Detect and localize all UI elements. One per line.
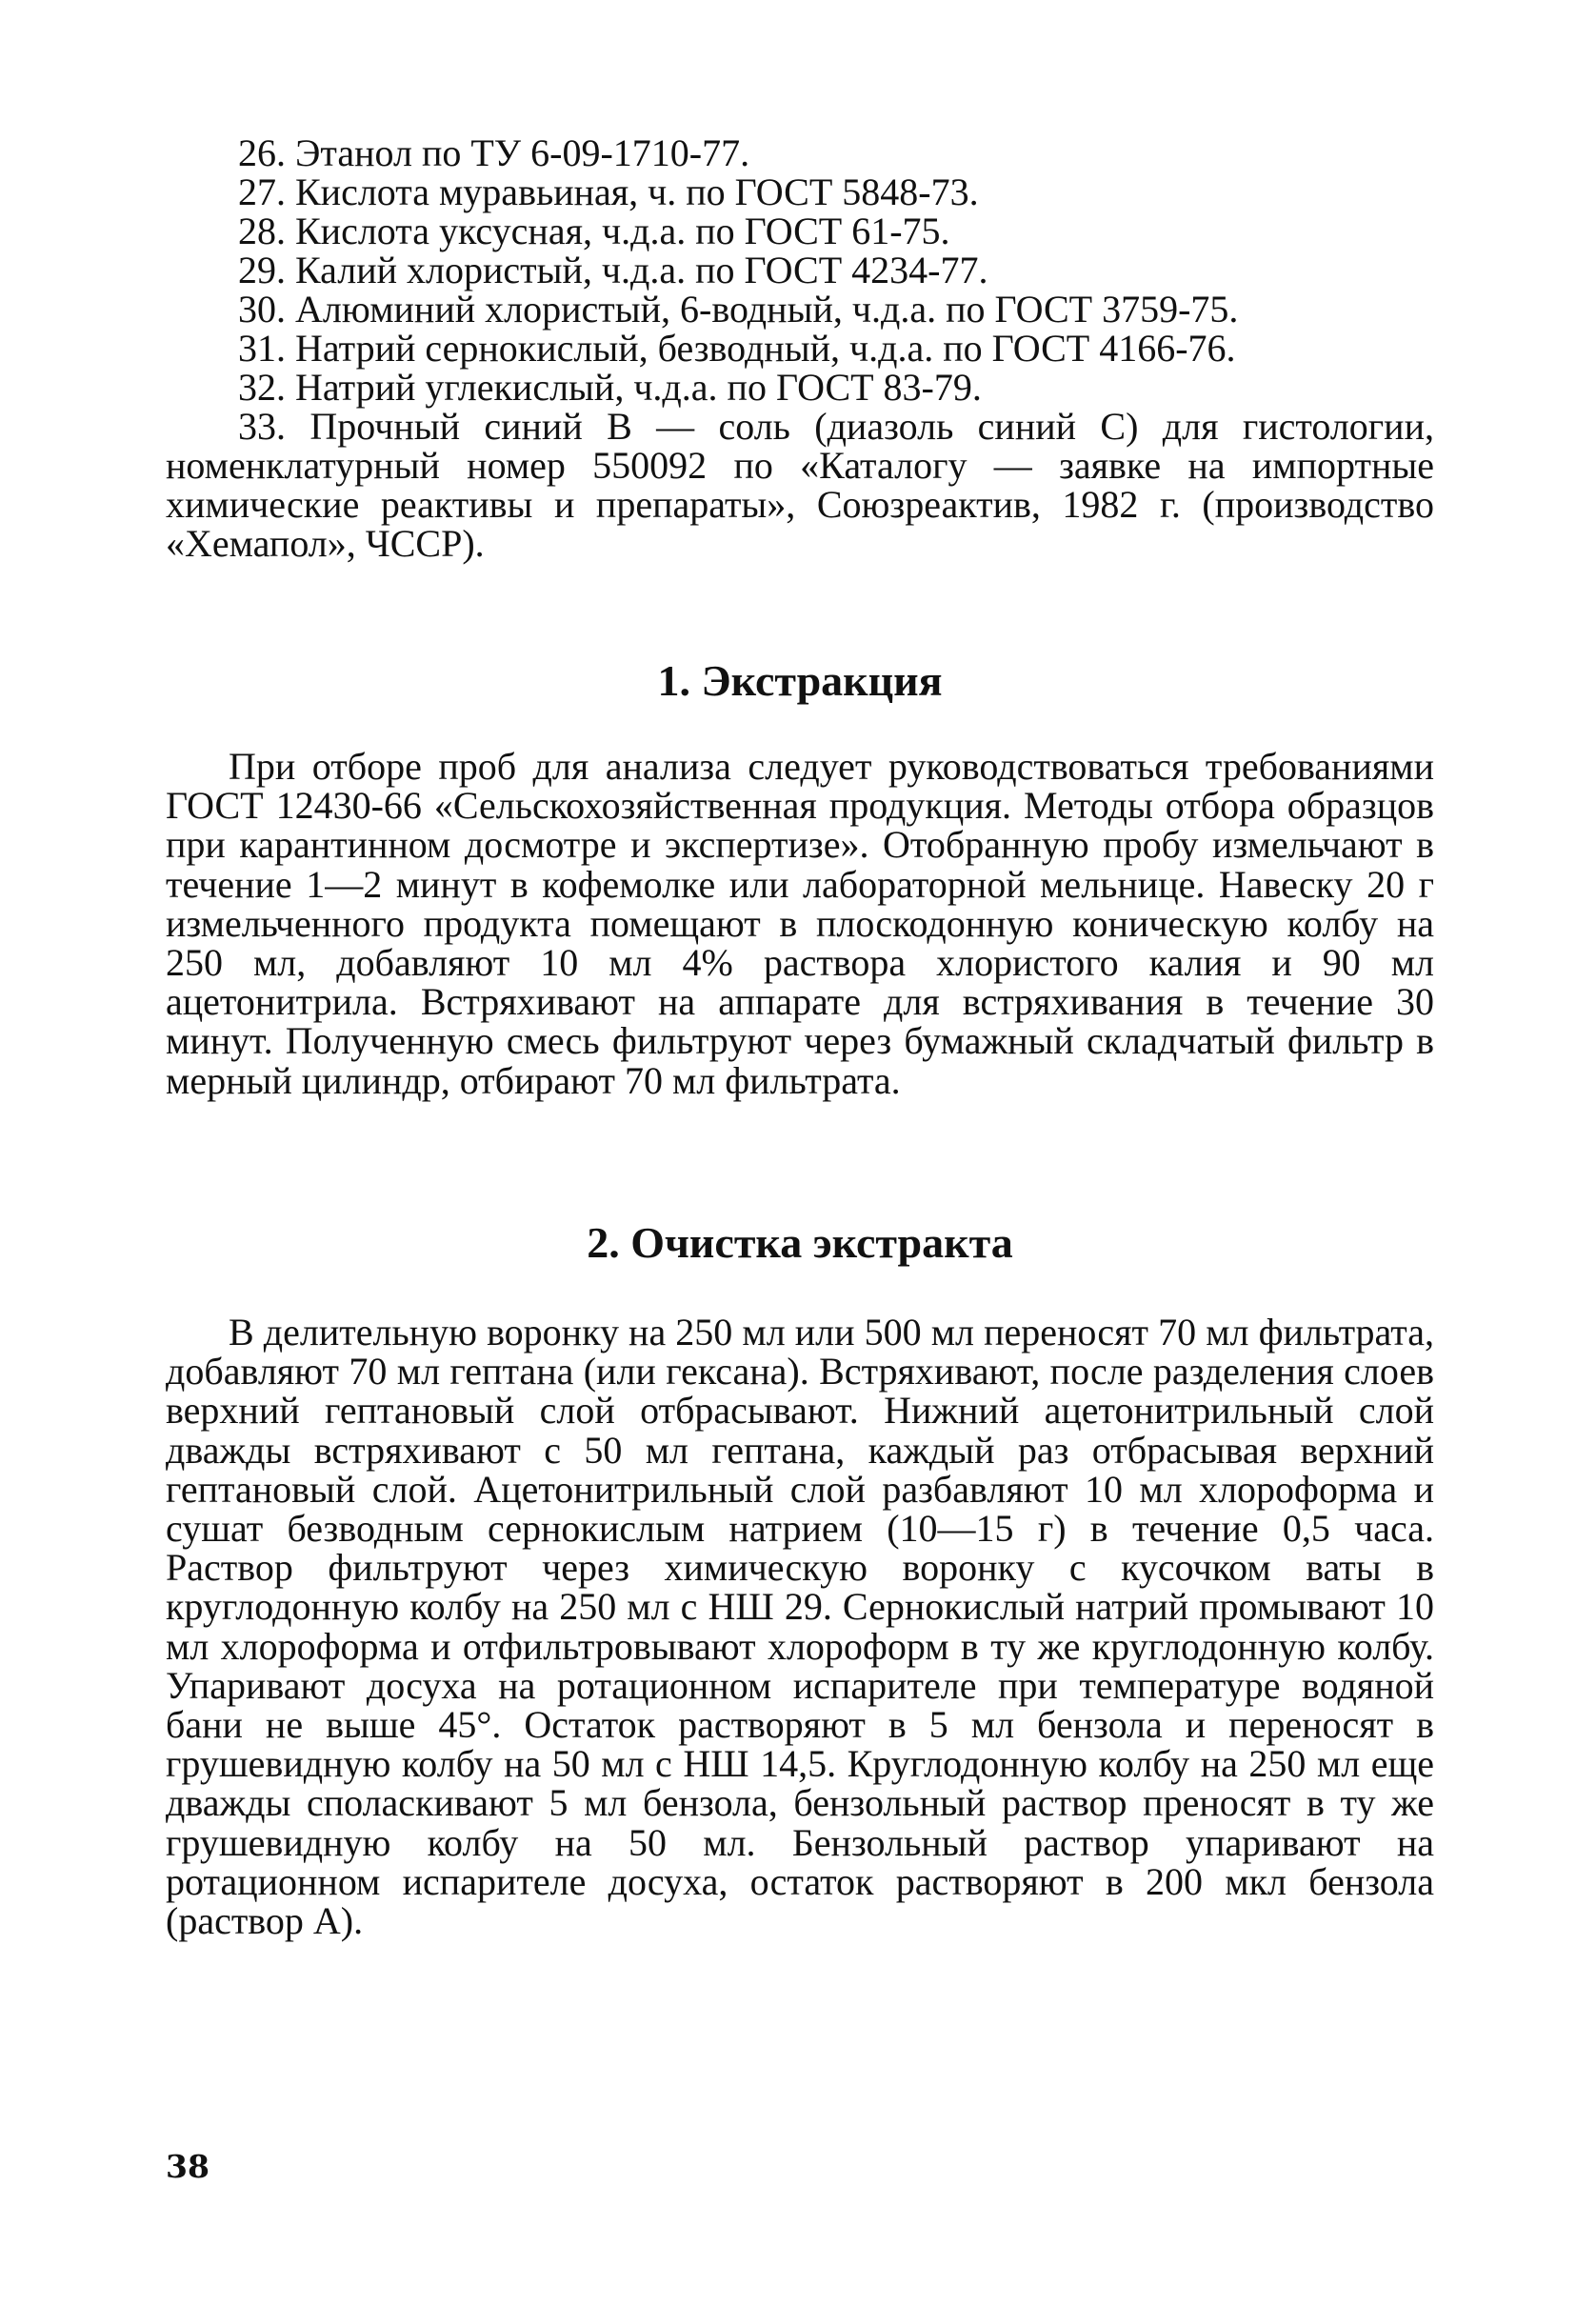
list-item: 30. Алюминий хлористый, 6-водный, ч.д.а. по ГОСТ 3759-75. [238, 288, 1239, 331]
section-heading-extraction: 1. Экстракция [657, 656, 943, 705]
list-item: 31. Натрий сернокислый, безводный, ч.д.а. по ГОСТ 4166-76. [238, 327, 1236, 370]
section-body-cleanup [166, 1311, 1434, 1943]
page-number: 38 [166, 2148, 209, 2185]
list-item: 28. Кислота уксусная, ч.д.а. по ГОСТ 61-75. [238, 210, 950, 252]
list-item: 27. Кислота муравьиная, ч. по ГОСТ 5848-73. [238, 170, 979, 213]
list-item: 32. Натрий углекислый, ч.д.а. по ГОСТ 83-79. [238, 366, 982, 409]
section-body-extraction [166, 747, 1434, 1100]
section-heading-cleanup: 2. Очистка экстракта [587, 1218, 1013, 1267]
list-item: 33. Прочный синий В — соль (диазоль синий С) для гистологии, номенклатурный номер 550092 по «Каталогу — заявке на импортные химические реактивы и препараты», Союзреактив, 1982 г. (производство «Хемапол», ЧССР). [166, 405, 1434, 565]
list-item: 26. Этанол по ТУ 6-09-1710-77. [238, 131, 750, 174]
reagent-list [166, 133, 1434, 563]
list-item: 29. Калий хлористый, ч.д.а. по ГОСТ 4234-77. [238, 249, 988, 291]
paragraph: При отборе проб для анализа следует руководствоваться требованиями ГОСТ 12430-66 «Сельскохозяйственная продукция. Методы отбора образцов при карантинном досмотре и экспертизе». Отобранную пробу измельчают в течение 1—2 минут в кофемолке или лабораторной мельнице. Навеску 20 г измельченного продукта помещают в плоскодонную коническую колбу на 250 мл, добавляют 10 мл 4% раствора хлористого калия и 90 мл ацетонитрила. Встряхивают на аппарате для встряхивания в течение 30 минут. Полученную смесь фильтруют через бумажный складчатый фильтр в мерный цилиндр, отбирают 70 мл фильтрата. [166, 745, 1434, 1102]
paragraph: В делительную воронку на 250 мл или 500 мл переносят 70 мл фильтрата, добавляют 70 мл гептана (или гексана). Встряхивают, после разделения слоев верхний гептановый слой отбрасывают. Нижний ацетонитрильный слой дважды встряхивают с 50 мл гептана, каждый раз отбрасывая верхний гептановый слой. Ацетонитрильный слой разбавляют 10 мл хлороформа и сушат безводным сернокислым натрием (10—15 г) в течение 0,5 часа. Раствор фильтруют через химическую воронку с кусочком ваты в круглодонную колбу на 250 мл с НШ 29. Сернокислый натрий промывают 10 мл хлороформа и отфильтровывают хлороформ в ту же круглодонную колбу. Упаривают досуха на ротационном испарителе при температуре водяной бани не выше 45°. Остаток растворяют в 5 мл бензола и переносят в грушевидную колбу на 50 мл с НШ 14,5. Круглодонную колбу на 250 мл еще дважды споласкивают 5 мл бензола, бензольный раствор преносят в ту же грушевидную колбу на 50 мл. Бензольный раствор упаривают на ротационном испарителе досуха, остаток растворяют в 200 мкл бензола (раствор А). [166, 1311, 1434, 1943]
